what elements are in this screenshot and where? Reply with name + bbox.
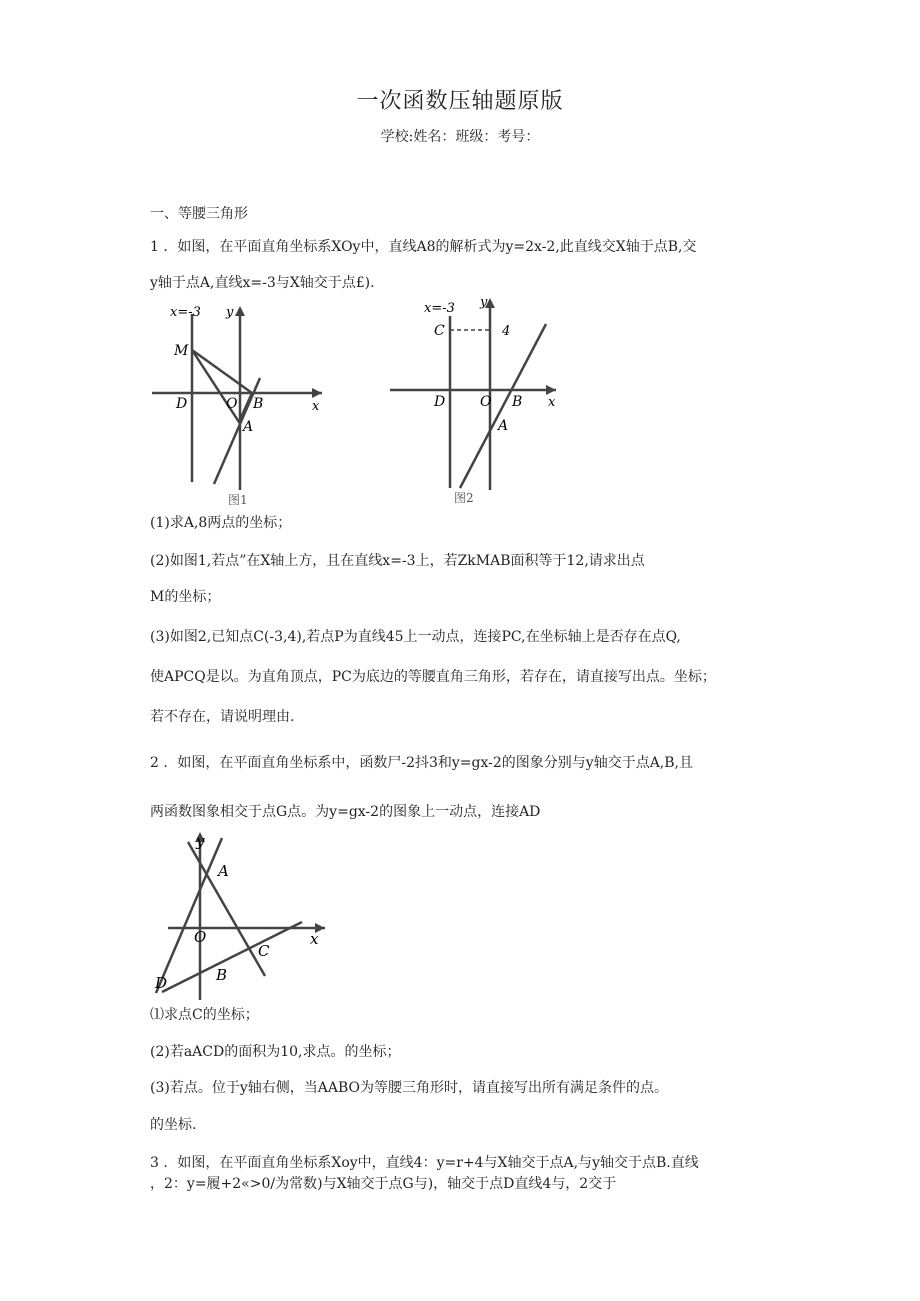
label-d: D — [434, 394, 446, 410]
figure-1 — [150, 298, 330, 510]
line-through-a — [156, 838, 222, 993]
label-y: y — [480, 295, 488, 310]
x-arrow-icon — [546, 385, 556, 395]
label-b: B — [253, 396, 264, 412]
q1-sub2-line2: M的坐标； — [150, 589, 221, 605]
label-b: B — [512, 394, 523, 410]
label-o: O — [194, 928, 207, 946]
label-a: A — [498, 418, 509, 434]
label-d: D — [176, 396, 188, 412]
q1-stem-line2: y轴于点A,直线x=-3与X轴交于点£). — [150, 275, 375, 291]
q2-sub2: (2)若aACD的面积为10,求点。的坐标； — [150, 1044, 401, 1060]
document-title: 一次函数压轴题原版 — [356, 89, 564, 114]
q3-stem-line1: 3 ．如图，在平面直角坐标系Xoy中，直线4：y=r+4与X轴交于点A,与y轴交于点B.直线 — [150, 1155, 699, 1171]
x-arrow-icon — [312, 388, 322, 398]
q2-stem-line1: 2 ．如图，在平面直角坐标系中，函数尸-2抖3和y=gx-2的图象分别与y轴交于点A,B,且 — [150, 755, 693, 771]
label-o: O — [480, 394, 492, 410]
q1-sub1: (1)求A,8两点的坐标； — [150, 515, 292, 531]
figure-caption: 图1 — [228, 493, 248, 507]
student-info-line: 学校:姓名：班级：考号： — [380, 129, 540, 145]
label-x-minus-3: x=-3 — [424, 301, 455, 316]
q2-sub3-line1: (3)若点。位于y轴右侧，当AABO为等腰三角形时，请直接写出所有满足条件的点。 — [150, 1080, 668, 1096]
label-c: C — [258, 942, 270, 960]
q2-stem-line2: 两函数图象相交于点G点。为y=gx-2的图象上一动点，连接AD — [150, 804, 541, 820]
label-o: O — [226, 396, 238, 412]
triangle-mab — [192, 350, 252, 422]
label-b: B — [216, 966, 228, 984]
q1-sub3-line3: 若不存在，请说明理由. — [150, 709, 295, 725]
label-x: x — [548, 395, 556, 410]
label-d: D — [155, 974, 168, 992]
label-a: A — [218, 862, 229, 880]
q3-stem-line2: ，2：y=履+2«>0/为常数)与X轴交于点G与)，轴交于点D直线4与，2交于 — [150, 1176, 617, 1192]
q2-sub3-line2: 的坐标. — [150, 1117, 197, 1133]
figure-3 — [150, 828, 340, 1004]
q1-stem-line1: 1 ．如图，在平面直角坐标系XOy中，直线A8的解析式为y=2x-2,此直线交X轴于点B,交 — [150, 239, 697, 255]
label-m: M — [174, 343, 189, 359]
y-arrow-icon — [235, 306, 245, 316]
q1-sub3-line2: 使APCQ是以。为直角顶点，PC为底边的等腰直角三角形，若存在，请直接写出点。坐标； — [150, 669, 716, 685]
label-x: x — [312, 399, 320, 414]
label-x: x — [310, 930, 319, 948]
q1-sub2-line1: (2)如图1,若点”在X轴上方，且在直线x=-3上，若ZkMAB面积等于12,请求出点 — [150, 553, 645, 569]
label-x-minus-3: x=-3 — [170, 305, 201, 320]
line-ab — [460, 324, 546, 488]
label-y: y — [226, 305, 234, 320]
figure-caption: 图2 — [454, 491, 474, 505]
label-y: y — [196, 832, 205, 850]
label-4: 4 — [502, 324, 511, 339]
label-a: A — [243, 419, 254, 435]
label-c: C — [434, 323, 445, 339]
figure-2 — [388, 290, 568, 510]
q2-sub1: ⑴求点C的坐标； — [150, 1007, 259, 1023]
q1-sub3-line1: (3)如图2,已知点C(-3,4),若点P为直线45上一动点，连接PC,在坐标轴上是否存在点Q, — [150, 629, 681, 645]
section-heading: 一、等腰三角形 — [150, 206, 248, 222]
